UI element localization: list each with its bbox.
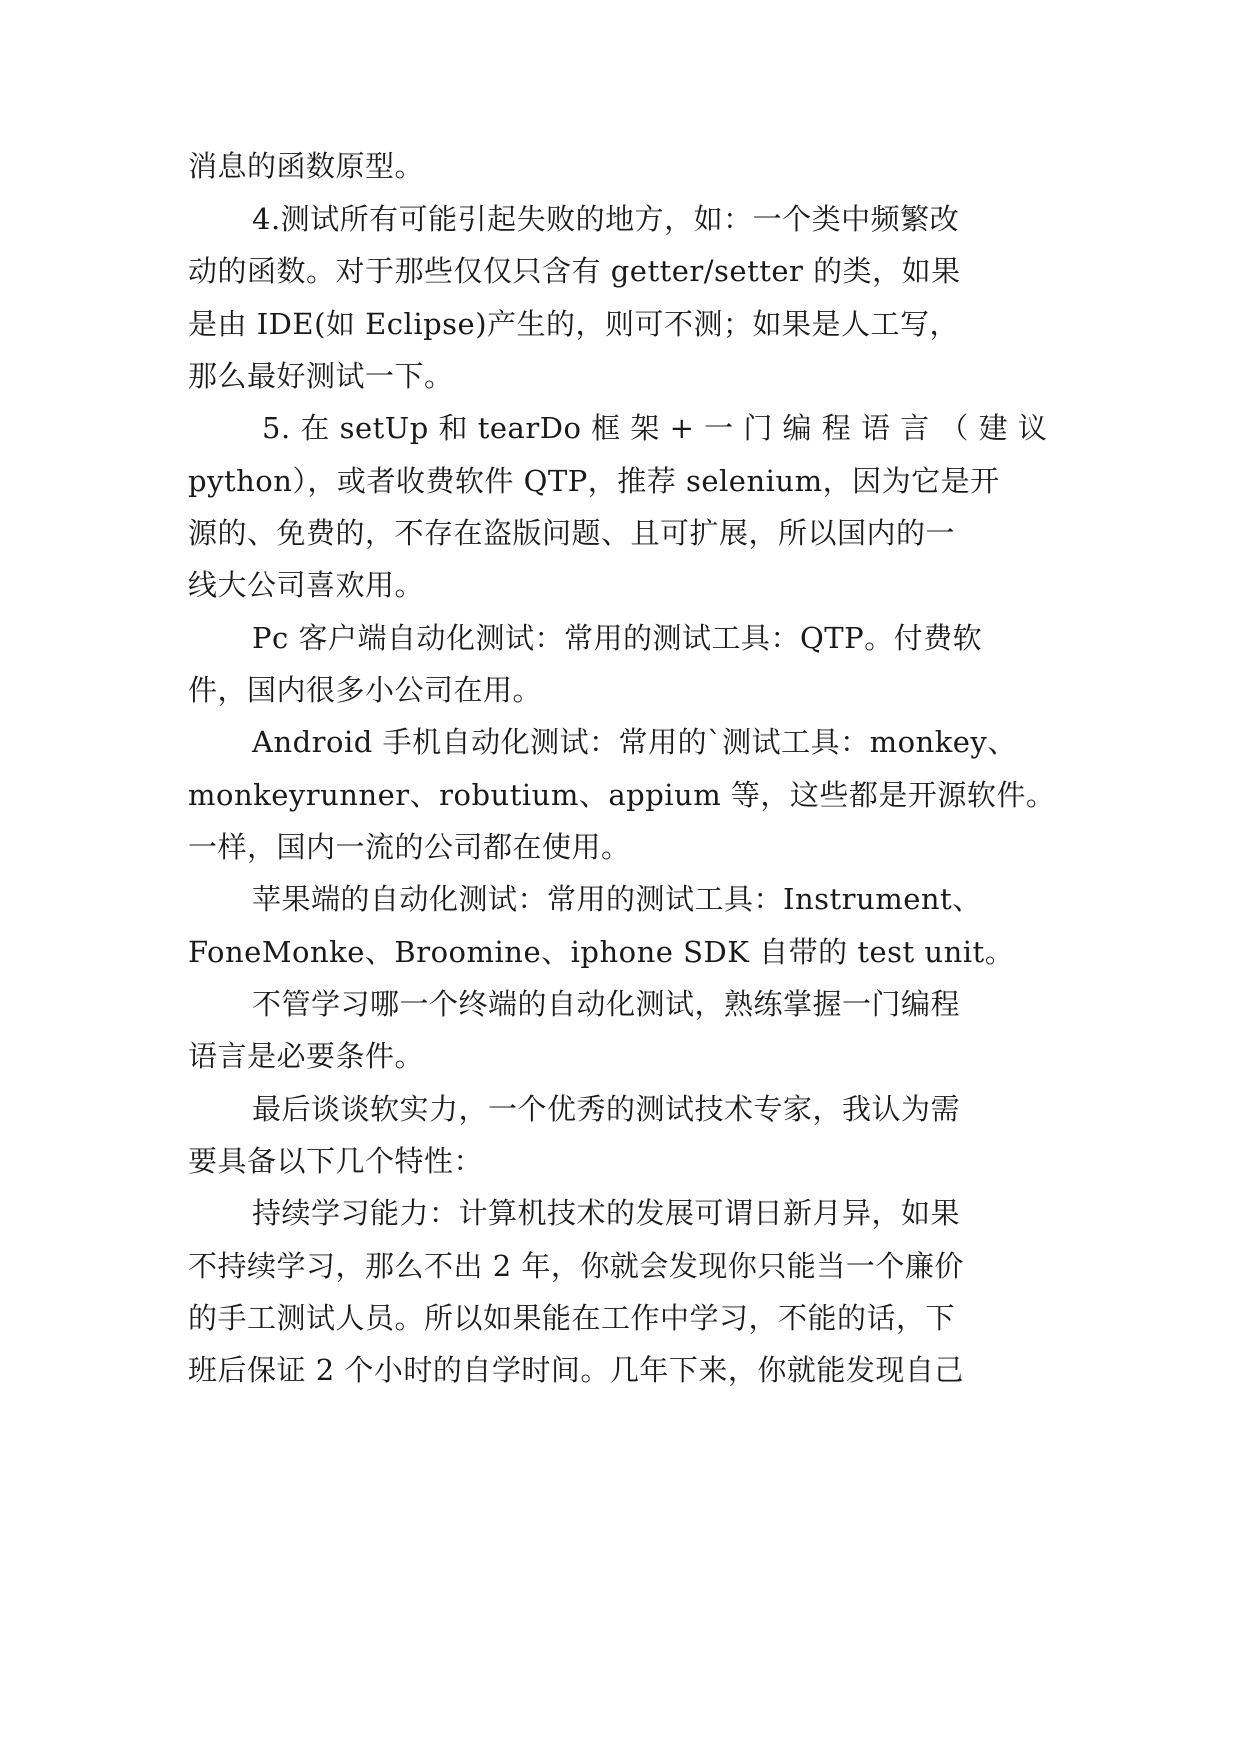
text-line-18: 语言是必要条件。 (188, 1039, 425, 1073)
text-line-8: 源的、免费的，不存在盗版问题、且可扩展，所以国内的一 (188, 516, 956, 550)
text-line-24: 班后保证 2 个小时的自学时间。几年下来，你就能发现自己 (188, 1353, 964, 1387)
text-line-23: 的手工测试人员。所以如果能在工作中学习，不能的话，下 (188, 1301, 956, 1335)
text-line-3: 动的函数。对于那些仅仅只含有 getter/setter 的类，如果 (188, 254, 961, 288)
text-line-12: Android 手机自动化测试：常用的`测试工具：monkey、 (252, 725, 1017, 759)
text-line-6: 5. 在 setUp 和 tearDo 框 架 + 一 门 编 程 语 言 （ 建 议 (262, 411, 1048, 445)
text-line-21: 持续学习能力：计算机技术的发展可谓日新月异，如果 (252, 1196, 961, 1230)
text-line-14: 一样，国内一流的公司都在使用。 (188, 830, 631, 864)
text-line-11: 件，国内很多小公司在用。 (188, 673, 543, 707)
text-line-16: FoneMonke、Broomine、iphone SDK 自带的 test unit。 (188, 935, 1015, 969)
text-line-5: 那么最好测试一下。 (188, 359, 454, 393)
text-line-20: 要具备以下几个特性： (188, 1144, 484, 1178)
text-line-22: 不持续学习，那么不出 2 年，你就会发现你只能当一个廉价 (188, 1249, 964, 1283)
text-line-4: 是由 IDE(如 Eclipse)产生的，则可不测；如果是人工写， (188, 307, 960, 341)
text-line-1: 消息的函数原型。 (188, 149, 425, 183)
text-line-13: monkeyrunner、robutium、appium 等，这些都是开源软件。 (188, 778, 1056, 812)
text-line-7: python），或者收费软件 QTP，推荐 selenium，因为它是开 (188, 464, 1000, 498)
text-line-15: 苹果端的自动化测试：常用的测试工具：Instrument、 (252, 882, 982, 916)
text-line-19: 最后谈谈软实力，一个优秀的测试技术专家，我认为需 (252, 1092, 961, 1126)
text-line-10: Pc 客户端自动化测试：常用的测试工具：QTP。付费软 (252, 621, 983, 655)
text-line-9: 线大公司喜欢用。 (188, 568, 425, 602)
text-line-17: 不管学习哪一个终端的自动化测试，熟练掌握一门编程 (252, 987, 961, 1021)
text-line-2: 4.测试所有可能引起失败的地方，如：一个类中频繁改 (252, 202, 960, 236)
